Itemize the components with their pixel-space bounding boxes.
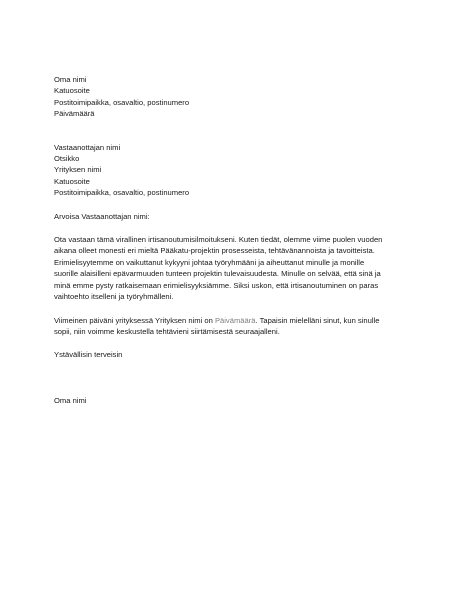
sender-date: Päivämäärä (54, 109, 95, 119)
closing: Ystävällisin terveisin (54, 350, 123, 360)
last-day-date-placeholder: Päivämäärä (214, 315, 256, 325)
paragraph-line: Ota vastaan tämä virallinen irtisanoutumisilmoitukseni. Kuten tiedät, olemme viime puolen vuoden (54, 235, 383, 245)
sender-city-line: Postitoimipaikka, osavaltio, postinumero (54, 97, 190, 107)
paragraph-line: Erimielisyytemme on vaikuttanut kykyyni johtaa työryhmääni ja aiheuttanut minulle ja monille (54, 257, 365, 267)
meeting-text: . Tapaisin mielelläni sinut, kun sinulle (255, 315, 380, 325)
sender-name: Oma nimi (54, 75, 87, 84)
salutation: Arvoisa Vastaanottajan nimi: (54, 211, 150, 221)
paragraph-line: minä emme pysty ratkaisemaan erimielisyyksiämme. Siksi uskon, että irtisanoutuminen on paras (54, 280, 379, 290)
resignation-letter (54, 74, 424, 406)
last-day-text: Viimeinen päiväni yrityksessä Yrityksen nimi on (54, 315, 215, 325)
paragraph-line (54, 315, 424, 326)
sender-address-block (54, 74, 424, 120)
body-paragraph-2 (54, 315, 424, 338)
paragraph-line: vaihtoehto itselleni ja työryhmälleni. (54, 292, 174, 302)
paragraph-line: sopii, niin voimme keskustella tehtävieni siirtämisestä seuraajalleni. (54, 326, 280, 336)
signature-name: Oma nimi (54, 395, 87, 405)
recipient-city-line: Postitoimipaikka, osavaltio, postinumero (54, 188, 190, 198)
sender-street: Katuosoite (54, 86, 90, 96)
recipient-name: Vastaanottajan nimi (54, 142, 121, 152)
paragraph-line: suorille alaisilleni epävarmuuden tunteen projektin tulevaisuudesta. Minulle on selvää, että sinä ja (54, 269, 381, 279)
recipient-address-block (54, 142, 424, 199)
paragraph-line: aikana olleet monesti eri mieltä Pääkatu-projektin prosesseista, tehtävänannoista ja tavoitteista. (54, 246, 375, 256)
recipient-street: Katuosoite (54, 176, 90, 186)
recipient-company: Yrityksen nimi (54, 165, 102, 175)
body-paragraph-1 (54, 234, 424, 302)
recipient-title: Otsikko (54, 154, 80, 164)
